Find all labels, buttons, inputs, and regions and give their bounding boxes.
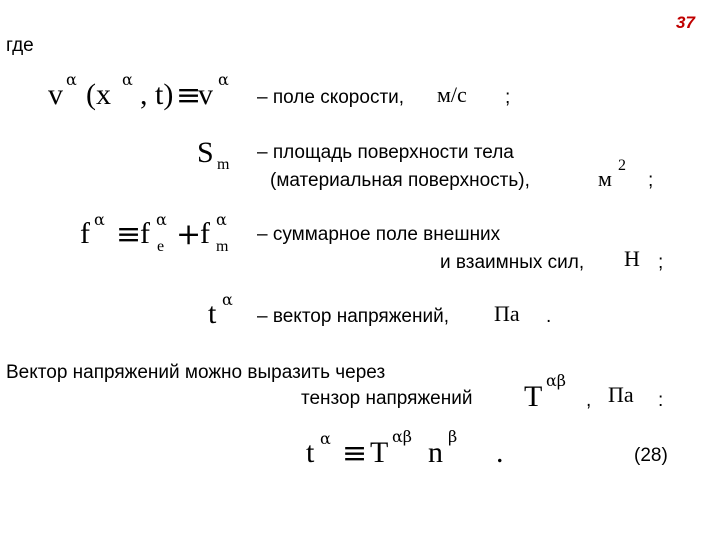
definition-area-tail: ; bbox=[648, 170, 654, 191]
tensor-ab: αβ bbox=[546, 371, 567, 390]
main-equiv: ≡ bbox=[342, 436, 368, 471]
force-f3: f bbox=[200, 217, 210, 250]
force-alpha-3: α bbox=[216, 210, 227, 229]
velocity-alpha-3: α bbox=[218, 70, 229, 89]
definition-force-line1: – суммарное поле внешних bbox=[257, 224, 501, 245]
stress-alpha: α bbox=[222, 290, 233, 309]
paragraph-comma: , bbox=[586, 390, 592, 411]
main-alpha: α bbox=[320, 429, 331, 448]
velocity-v-2: v bbox=[198, 78, 213, 111]
main-n: n bbox=[428, 436, 443, 469]
equation-number: (28) bbox=[634, 445, 668, 466]
paragraph-line2: тензор напряжений bbox=[301, 388, 473, 409]
paragraph-line1: Вектор напряжений можно выразить через bbox=[6, 362, 386, 383]
force-alpha-1: α bbox=[94, 210, 105, 229]
force-alpha-2: α bbox=[156, 210, 167, 229]
main-tensor-t: T bbox=[370, 436, 389, 469]
definition-area-unit-power: 2 bbox=[618, 157, 626, 174]
velocity-alpha-2: α bbox=[122, 70, 133, 89]
definition-area-unit: м bbox=[598, 166, 612, 191]
velocity-t: , t) bbox=[140, 78, 174, 111]
stress-t: t bbox=[208, 297, 217, 330]
force-plus: + bbox=[176, 217, 202, 252]
definition-velocity-unit: м/с bbox=[437, 82, 467, 107]
main-dot: . bbox=[496, 436, 504, 469]
velocity-x: (x bbox=[86, 78, 111, 111]
velocity-alpha-1: α bbox=[66, 70, 77, 89]
intro-word: где bbox=[6, 35, 34, 56]
force-equiv: ≡ bbox=[116, 217, 142, 252]
velocity-equiv: ≡ bbox=[176, 78, 202, 113]
force-f1: f bbox=[80, 217, 90, 250]
force-m: m bbox=[216, 238, 229, 255]
area-m: m bbox=[217, 156, 230, 173]
definition-force-unit: Н bbox=[624, 246, 640, 271]
definition-force-line2: и взаимных сил, bbox=[440, 252, 585, 273]
definition-stress-tail: . bbox=[546, 306, 552, 327]
velocity-v: v bbox=[48, 78, 63, 111]
definition-velocity-text: – поле скорости, bbox=[257, 87, 405, 108]
definition-area-line1: – площадь поверхности тела bbox=[257, 142, 514, 163]
main-ab: αβ bbox=[392, 427, 413, 446]
page-number: 37 bbox=[676, 13, 695, 32]
force-f2: f bbox=[140, 217, 150, 250]
paragraph-unit: Па bbox=[608, 382, 634, 407]
area-s: S bbox=[197, 136, 214, 169]
definition-stress-unit: Па bbox=[494, 301, 520, 326]
definition-area-line2: (материальная поверхность), bbox=[270, 170, 530, 191]
force-e: e bbox=[157, 238, 165, 255]
tensor-t: T bbox=[524, 380, 543, 413]
definition-stress-text: – вектор напряжений, bbox=[257, 306, 449, 327]
main-t: t bbox=[306, 436, 315, 469]
definition-velocity-tail: ; bbox=[505, 87, 511, 108]
definition-force-tail: ; bbox=[658, 252, 664, 273]
main-beta: β bbox=[448, 427, 458, 446]
paragraph-tail: : bbox=[658, 390, 664, 411]
